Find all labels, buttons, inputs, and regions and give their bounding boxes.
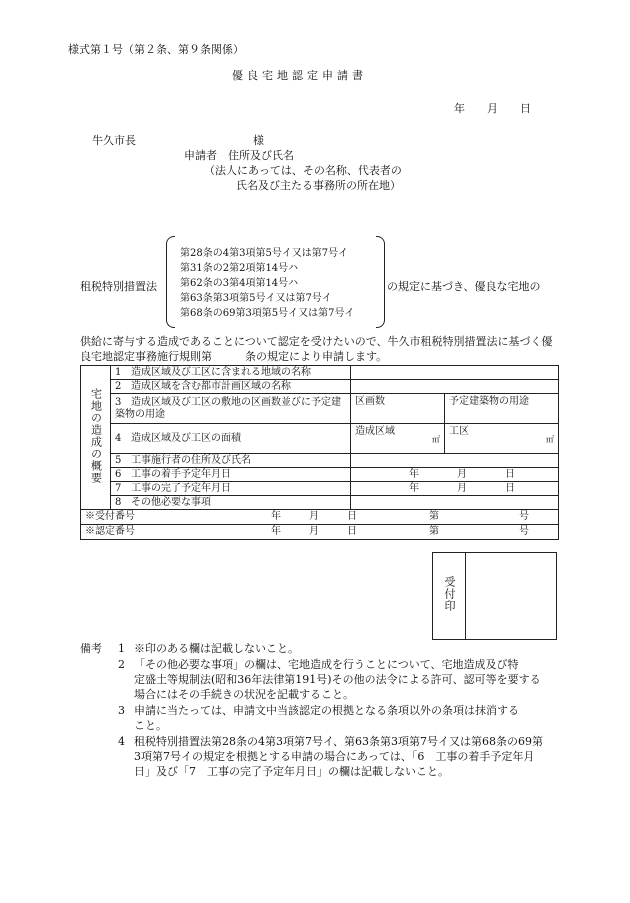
clause-continuation: の規定に基づき、優良な宅地の [387,280,541,293]
region-name-field[interactable] [351,366,559,380]
notes-heading: 備考 [80,642,102,655]
lot-count-field[interactable]: 区画数 [351,394,445,424]
row-label: 2 造成区域を含む都市計画区域の名称 [111,380,351,394]
row-label: 6 工事の着手予定年月日 [111,468,351,482]
clause-item: 第31条の2第2項第14号ハ [180,263,299,274]
note-number: 1 [118,642,125,655]
applicant-note-line1: （法人にあっては、その名称、代表者の [204,164,402,177]
row-label: 1 造成区域及び工区に含まれる地域の名称 [111,366,351,380]
row-label: 3 造成区域及び工区の敷地の区画数並びに予定建築物の用途 [111,394,351,424]
table-row [81,394,559,424]
building-use-field[interactable]: 予定建築物の用途 [445,394,559,424]
development-area-field[interactable]: 造成区域 ㎡ [351,424,445,454]
other-matters-field[interactable] [351,496,559,510]
note-line: 租税特別措置法第28条の4第3項第7号イ、第63条第3項第7号イ又は第68条の69第 [134,735,543,748]
addressee: 牛久市長 [92,134,136,147]
clause-item: 第28条の4第3項第5号イ又は第7号イ [180,248,349,259]
table-row [81,496,559,510]
row-label: 5 工事施行者の住所及び氏名 [111,454,351,468]
note-line: 日」及び「7 工事の完了予定年月日」の欄は記載しないこと。 [134,765,449,778]
section-area-field[interactable]: 工区 ㎡ [445,424,559,454]
completion-date-field[interactable]: 年 月 日 [351,482,559,496]
left-brace [166,236,175,328]
applicant-label: 申請者 住所及び氏名 [184,149,294,162]
table-row [81,424,559,454]
clause-list [180,247,355,322]
note-line: ※印のある欄は記載しないこと。 [134,642,299,655]
note-number: 4 [118,735,125,748]
table-row [81,454,559,468]
approval-number-row[interactable]: ※認定番号 年 月 日 第 号 [81,525,559,540]
note-number: 3 [118,704,125,717]
tax-law-label: 租税特別措置法 [80,280,157,293]
table-row [81,366,559,380]
side-label: 宅地の造成の概要 [89,387,103,484]
row-label: 7 工事の完了予定年月日 [111,482,351,496]
document-title: 優良宅地認定申請書 [232,69,367,82]
city-planning-area-field[interactable] [351,380,559,394]
table-row [81,380,559,394]
contractor-field[interactable] [351,454,559,468]
row-label: 4 造成区域及び工区の面積 [111,424,351,454]
clause-item: 第63条第3項第5号イ又は第7号イ [180,293,332,304]
note-number: 2 [118,658,125,671]
note-line: 申請に当たっては、申請文中当該認定の根拠となる条項以外の条項は抹消する [134,704,519,717]
form-number: 様式第１号（第２条、第９条関係） [68,43,244,56]
note-line: 「その他必要な事項」の欄は、宅地造成を行うことについて、宅地造成及び特 [134,658,519,671]
table-row [81,510,559,525]
note-line: 場合にはその手続きの状況を記載すること。 [134,688,354,701]
note-line: 定盛土等規制法(昭和36年法律第191号)その他の法令による許可、認可等を要する [134,673,541,686]
side-label-cell [81,366,111,510]
receipt-number-row[interactable]: ※受付番号 年 月 日 第 号 [81,510,559,525]
application-statement: 供給に寄与する造成であることについて認定を受けたいので、牛久市租税特別措置法に基づく優良宅地認定事務施行規則第 条の規定により申請します。 [80,335,553,363]
clause-item: 第68条の69第3項第5号イ又は第7号イ [180,308,355,319]
development-summary-table [80,365,559,540]
applicant-note-line2: 氏名及び主たる事務所の所在地） [236,179,401,192]
note-line: こと。 [134,719,167,732]
note-line: 3項第7号イの規定を根拠とする申請の場合にあっては、「6 工事の着手予定年月 [134,750,535,763]
stamp-label: 受付印 [443,576,456,612]
receipt-stamp-box [432,552,557,640]
table-row [81,468,559,482]
clause-item: 第62条の3第4項第14号ハ [180,278,299,289]
row-label: 8 その他必要な事項 [111,496,351,510]
start-date-field[interactable]: 年 月 日 [351,468,559,482]
addressee-suffix: 様 [253,134,264,147]
table-row [81,525,559,540]
stamp-area[interactable] [466,553,557,640]
table-row [81,482,559,496]
application-date: 年 月 日 [454,102,531,115]
right-brace [376,236,385,328]
stamp-label-cell [433,553,466,640]
